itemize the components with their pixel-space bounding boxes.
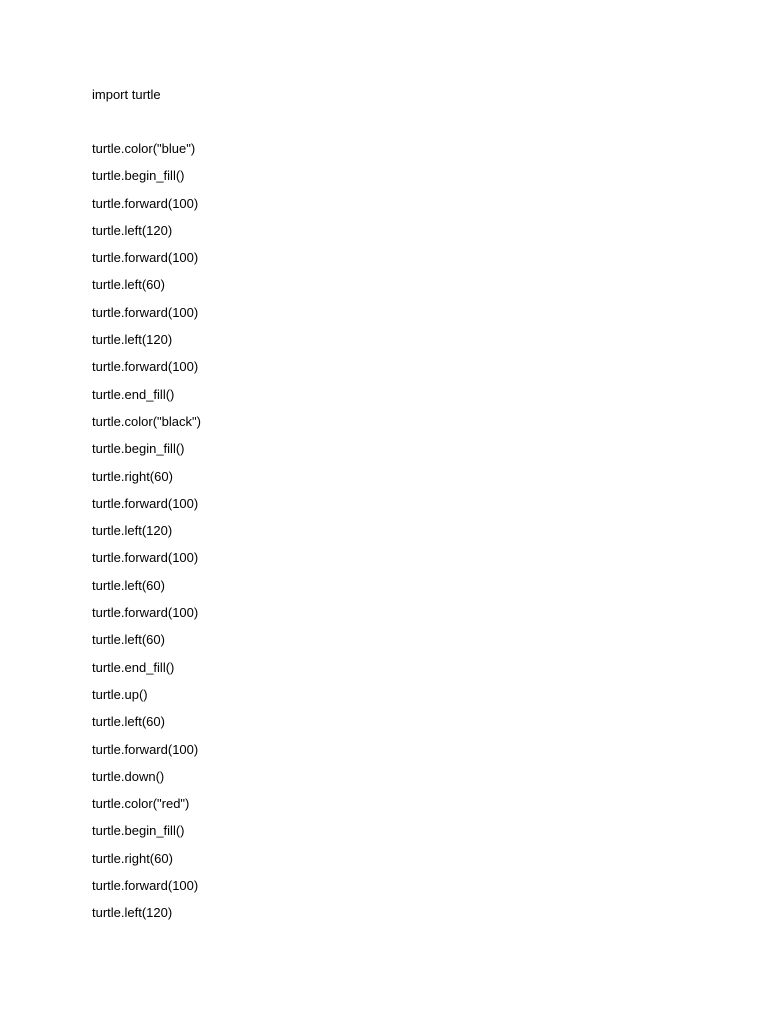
code-line: turtle.begin_fill(): [92, 823, 185, 839]
code-line: turtle.color("red"): [92, 796, 190, 812]
code-line: turtle.right(60): [92, 850, 173, 866]
code-line: turtle.left(120): [92, 905, 173, 921]
code-line: turtle.down(): [92, 768, 165, 784]
code-line: turtle.forward(100): [92, 741, 199, 757]
code-line: turtle.up(): [92, 686, 148, 702]
code-line: turtle.forward(100): [92, 605, 199, 621]
code-line: turtle.color("blue"): [92, 141, 196, 156]
code-line: turtle.color("black"): [92, 413, 201, 429]
code-line: turtle.right(60): [92, 468, 173, 484]
code-line: turtle.left(60): [92, 632, 165, 648]
code-line: turtle.forward(100): [92, 550, 199, 566]
code-line: turtle.left(60): [92, 577, 165, 593]
code-line: turtle.forward(100): [92, 250, 199, 266]
code-line: turtle.forward(100): [92, 195, 199, 211]
code-line: turtle.left(120): [92, 222, 173, 238]
code-line: turtle.forward(100): [92, 495, 199, 511]
code-line: turtle.forward(100): [92, 304, 199, 320]
code-line: turtle.begin_fill(): [92, 441, 185, 457]
code-line: turtle.left(120): [92, 332, 173, 348]
code-listing: [92, 85, 692, 931]
code-line: turtle.forward(100): [92, 359, 199, 375]
code-line: turtle.forward(100): [92, 878, 199, 894]
code-line: turtle.end_fill(): [92, 659, 175, 675]
code-line: turtle.left(60): [92, 714, 165, 730]
code-line: turtle.begin_fill(): [92, 168, 185, 184]
code-line: turtle.end_fill(): [92, 386, 175, 402]
code-line: import turtle: [92, 87, 161, 102]
code-line: turtle.left(120): [92, 523, 173, 539]
code-line: turtle.left(60): [92, 277, 165, 293]
